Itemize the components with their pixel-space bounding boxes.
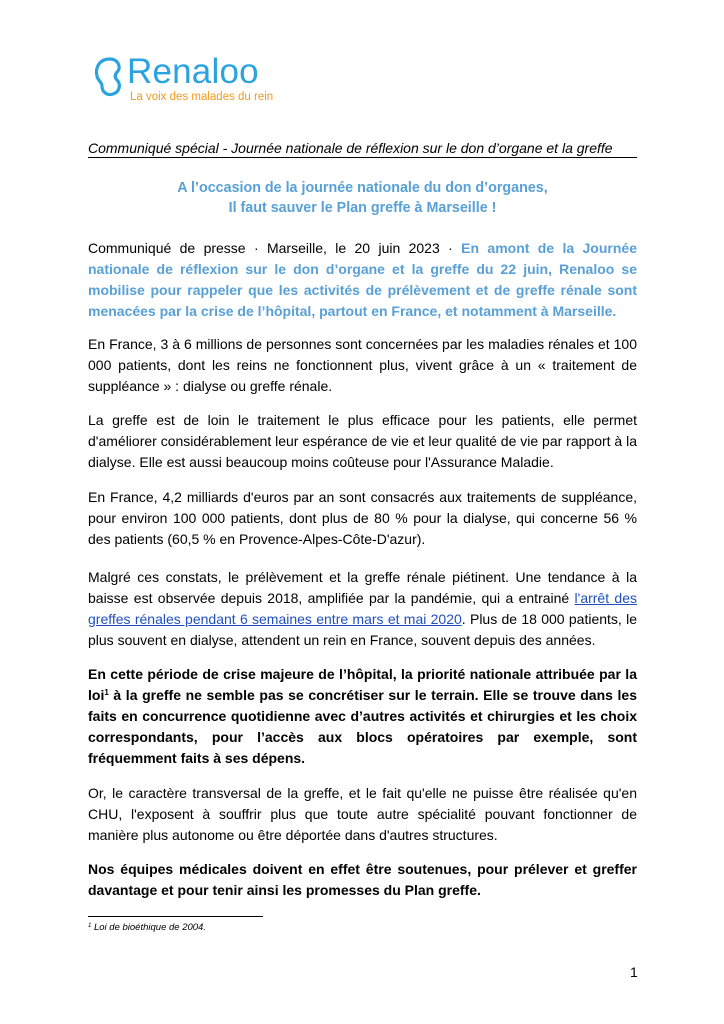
renaloo-logo <box>93 50 293 110</box>
p4-text-before: Malgré ces constats, le prélèvement et la greffe rénale piétinent. Une tendance à la baisse est observée depuis 2018, amplifiée par la pandémie, qui a entrainé <box>88 569 637 606</box>
footnote-mark: 1 <box>88 923 92 929</box>
press-release-title <box>88 178 637 218</box>
paragraph-kidney-disease: En France, 3 à 6 millions de personnes sont concernées par les maladies rénales et 100 000 patients, dont les reins ne fonctionnent plus, vivent grâce à un « traitement de suppléance » : dialyse ou greffe rénale. <box>88 336 637 394</box>
title-line-2: Il faut sauver le Plan greffe à Marseille ! <box>228 200 497 216</box>
p4-text-after: . Plus de 18 000 patients, le plus souvent en dialyse, attendent un rein en France, souvent depuis des années. <box>88 611 637 648</box>
p5-text-after: à la greffe ne semble pas se concrétiser sur le terrain. Elle se trouve dans les faits en concurrence quotidienne avec d’autres activités et chirurgies et les choix correspondants, pour l’accès aux blocs opératoires par exemple, sont fréquemment faits à ses dépens. <box>88 687 637 766</box>
paragraph-transplant-benefits: La greffe est de loin le traitement le plus efficace pour les patients, elle permet d'améliorer considérablement leur espérance de vie et leur qualité de vie par rapport à la dialyse. Elle est aussi beaucoup moins coûteuse pour l'Assurance Maladie. <box>88 412 637 470</box>
paragraph-conclusion: Nos équipes médicales doivent en effet être soutenues, pour prélever et greffer davantage et pour tenir ainsi les promesses du Plan greffe. <box>88 861 637 898</box>
footnote-reference: 1 <box>104 688 109 697</box>
footnote <box>88 922 206 933</box>
logo-tagline: La voix des malades du rein <box>130 91 274 103</box>
paragraph-transversal: Or, le caractère transversal de la greffe, et le fait qu'elle ne puisse être réalisée qu'en CHU, l'exposent à souffrir plus que toute autre spécialité pouvant fonctionner de manière plus autonome ou être déportée dans d'autres structures. <box>88 785 637 843</box>
paragraph-decline <box>88 567 637 651</box>
logo-brand-name: Renaloo <box>127 52 259 91</box>
title-line-1: A l’occasion de la journée nationale du don d’organes, <box>177 180 548 196</box>
page-number: 1 <box>630 964 638 980</box>
footnote-text: Loi de bioéthique de 2004. <box>91 922 206 933</box>
intro-highlight: En amont de la Journée nationale de réflexion sur le don d’organe et la greffe du 22 juin, Renaloo se mobilise pour rappeler que les activités de prélèvement et de greffe rénale sont menacées par la crise de l’hôpital, partout en France, et notamment à Marseille. <box>88 240 637 319</box>
paragraph-costs: En France, 4,2 milliards d'euros par an sont consacrés aux traitements de suppléance, pour environ 100 000 patients, dont plus de 80 % pour la dialyse, qui concerne 56 % des patients (60,5 % en Provence-Alpes-Côte-D'azur). <box>88 489 637 547</box>
transplant-stop-link[interactable]: l'arrêt des greffes rénales pendant 6 semaines entre mars et mai 2020 <box>88 590 637 627</box>
intro-lead: Communiqué de presse · Marseille, le 20 juin 2023 · <box>88 240 462 256</box>
document-header: Communiqué spécial - Journée nationale de réflexion sur le don d’organe et la greffe <box>88 140 637 158</box>
footnote-divider <box>88 916 263 917</box>
p5-text-before: En cette période de crise majeure de l’hôpital, la priorité nationale attribuée par la loi <box>88 666 637 703</box>
paragraph-hospital-crisis <box>88 664 637 769</box>
intro-paragraph <box>88 238 637 322</box>
kidney-logo-icon <box>93 56 123 98</box>
